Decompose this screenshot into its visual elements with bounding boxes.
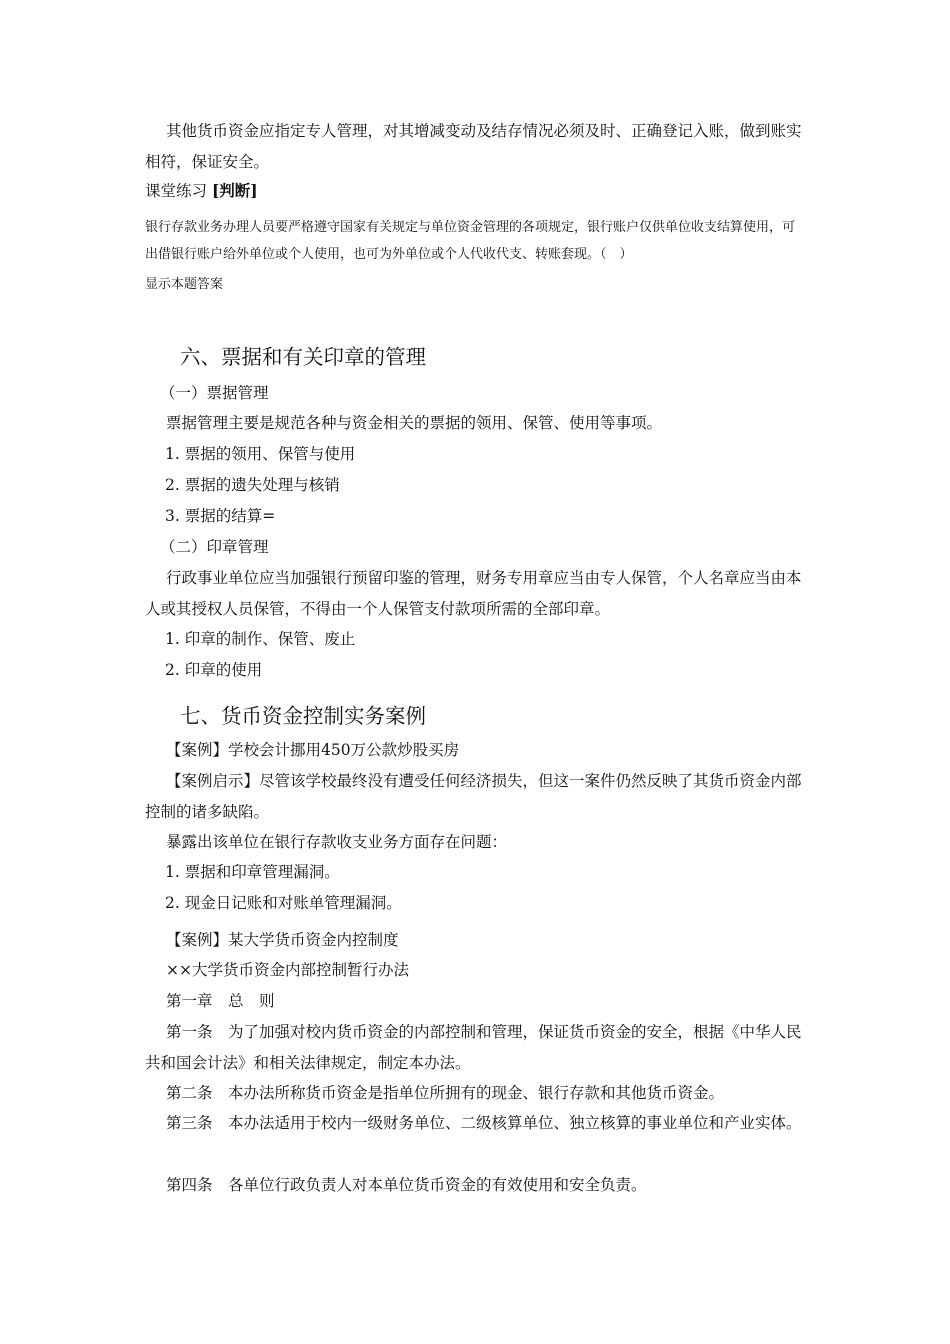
practice-heading <box>145 176 805 206</box>
section6-sub1-text: 票据管理主要是规范各种与资金相关的票据的领用、保管、使用等事项。 <box>166 414 663 432</box>
case1-insight: 【案例启示】尽管该学校最终没有遭受任何经济损失，但这一案件仍然反映了其货币资金内部控制的诸多缺陷。 <box>145 772 802 821</box>
list-item: 2. 印章的使用 <box>165 661 263 679</box>
list-item: 2. 票据的遗失处理与核销 <box>165 476 340 494</box>
paragraph-other-funds: 其他货币资金应指定专人管理，对其增减变动及结存情况必须及时、正确登记入账，做到账实相符，保证安全。 <box>145 122 802 171</box>
list-item: 3. 票据的结算= <box>165 507 276 525</box>
section6-title: 六、票据和有关印章的管理 <box>180 345 426 369</box>
article-2: 第二条 本办法所称货币资金是指单位所拥有的现金、银行存款和其他货币资金。 <box>166 1084 725 1102</box>
list-item: 2. 现金日记账和对账单管理漏洞。 <box>165 894 402 912</box>
chapter-title: 第一章 总 则 <box>166 992 275 1010</box>
practice-label: 课堂练习 <box>145 182 208 200</box>
practice-question: 银行存款业务办理人员要严格遵守国家有关规定与单位资金管理的各项规定，银行账户仅供单位收支结算使用，可出借银行账户给外单位或个人使用，也可为外单位或个人代收代支、转账套现。（ ） <box>145 220 796 262</box>
practice-tag: [判断] <box>211 181 258 200</box>
case1-title: 【案例】学校会计挪用450万公款炒股买房 <box>166 741 460 759</box>
article-3: 第三条 本办法适用于校内一级财务单位、二级核算单位、独立核算的事业单位和产业实体。 <box>166 1114 802 1132</box>
list-item: 1. 票据的领用、保管与使用 <box>165 445 356 463</box>
section7-title: 七、货币资金控制实务案例 <box>180 704 426 728</box>
section6-sub2-text: 行政事业单位应当加强银行预留印鉴的管理，财务专用章应当由专人保管，个人名章应当由本人或其授权人员保管，不得由一个人保管支付款项所需的全部印章。 <box>145 569 802 618</box>
case2-title: 【案例】某大学货币资金内控制度 <box>166 931 399 949</box>
list-item: 1. 印章的制作、保管、废止 <box>165 630 356 648</box>
section6-sub1: （一）票据管理 <box>160 384 269 402</box>
show-answer-link[interactable]: 显示本题答案 <box>145 277 224 292</box>
list-item: 1. 票据和印章管理漏洞。 <box>165 863 340 881</box>
doc-title: ××大学货币资金内部控制暂行办法 <box>166 961 409 979</box>
article-1: 第一条 为了加强对校内货币资金的内部控制和管理，保证货币资金的安全，根据《中华人民共和国会计法》和相关法律规定，制定本办法。 <box>145 1023 802 1072</box>
article-4: 第四条 各单位行政负责人对本单位货币资金的有效使用和安全负责。 <box>166 1176 647 1194</box>
exposed-issues-intro: 暴露出该单位在银行存款收支业务方面存在问题： <box>166 833 508 851</box>
section6-sub2: （二）印章管理 <box>160 538 269 556</box>
